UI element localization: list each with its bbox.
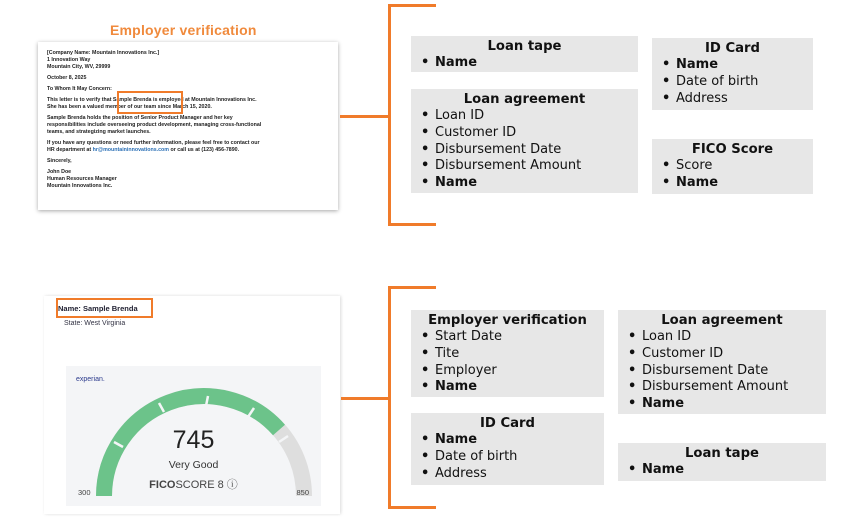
loan-tape-title: Loan tape bbox=[487, 39, 562, 54]
fico-score-title: FICO Score bbox=[691, 142, 774, 157]
connector-line bbox=[341, 397, 390, 400]
list-item: • Name bbox=[421, 55, 638, 72]
bracket-line bbox=[388, 4, 436, 7]
id-card-box bbox=[411, 413, 604, 485]
bracket-line bbox=[388, 286, 391, 509]
bracket-line bbox=[388, 223, 436, 226]
customer-state: State: West Virginia bbox=[64, 320, 126, 327]
id-card-box bbox=[652, 38, 813, 110]
list-item: • Disbursement Date bbox=[628, 363, 826, 380]
list-item: • Loan ID bbox=[628, 329, 826, 346]
list-item: • Score bbox=[662, 158, 813, 175]
loan-agreement-title: Loan agreement bbox=[661, 313, 783, 328]
list-item: • Customer ID bbox=[628, 346, 826, 363]
letter-line: Sample Brenda holds the position of Senior Product Manager and her key bbox=[47, 115, 233, 121]
list-item: • Tite bbox=[421, 346, 604, 363]
loan-agreement-title: Loan agreement bbox=[463, 92, 586, 107]
bracket-line bbox=[388, 4, 391, 226]
letter-line: 1 Innovation Way bbox=[47, 57, 91, 63]
employer-verification-box bbox=[411, 310, 604, 397]
loan-agreement-box bbox=[411, 89, 638, 193]
list-item: • Loan ID bbox=[421, 108, 638, 125]
hr-email-link[interactable]: hr@mountaininnovations.com bbox=[92, 147, 170, 153]
loan-agreement-box bbox=[618, 310, 826, 414]
employment-letter bbox=[38, 42, 338, 210]
list-item: • Name bbox=[628, 396, 826, 413]
list-item: • Date of birth bbox=[662, 74, 813, 91]
letter-line: This letter is to verify that Sample Brenda is employed at Mountain Innovations Inc. bbox=[47, 97, 257, 103]
list-item: • Disbursement Amount bbox=[421, 158, 638, 175]
name-highlight-box bbox=[117, 91, 183, 114]
list-item: • Start Date bbox=[421, 329, 604, 346]
list-item: • Disbursement Date bbox=[421, 142, 638, 159]
letter-line: If you have any questions or need further information, please feel free to contact our bbox=[47, 140, 260, 146]
fico-gauge-panel bbox=[66, 366, 321, 506]
fico-rating: Very Good bbox=[168, 459, 219, 471]
connector-line bbox=[340, 115, 390, 118]
list-item: • Disbursement Amount bbox=[628, 379, 826, 396]
letter-greeting: To Whom It May Concern: bbox=[47, 86, 112, 92]
letter-date: October 8, 2025 bbox=[47, 75, 87, 81]
loan-tape-box bbox=[618, 443, 826, 481]
list-item: • Address bbox=[421, 466, 604, 483]
letter-line: Mountain City, WV, 29999 bbox=[47, 64, 111, 70]
fico-brand: FICOSCORE 8 ⓘ bbox=[149, 479, 238, 491]
list-item: • Name bbox=[421, 175, 638, 192]
bracket-line bbox=[388, 286, 436, 289]
list-item: • Name bbox=[421, 432, 604, 449]
letter-signer: John Doe bbox=[47, 169, 72, 175]
loan-tape-title: Loan tape bbox=[685, 446, 759, 461]
letter-signer-title: Human Resources Manager bbox=[47, 176, 117, 182]
credit-report-card bbox=[44, 296, 340, 514]
letter-line: teams, and strategizing market launches. bbox=[47, 129, 151, 135]
employer-verification-title: Employer verification bbox=[110, 22, 257, 38]
bracket-line bbox=[388, 506, 436, 509]
list-item: • Employer bbox=[421, 363, 604, 380]
employer-verification-box-title: Employer verification bbox=[428, 313, 587, 328]
list-item: • Customer ID bbox=[421, 125, 638, 142]
letter-line: responsibilities include overseeing product development, managing cross-functional bbox=[47, 122, 262, 128]
id-card-title: ID Card bbox=[480, 416, 535, 431]
experian-logo: experian. bbox=[76, 376, 105, 383]
list-item: • Name bbox=[628, 462, 826, 479]
list-item: • Name bbox=[662, 175, 813, 192]
fico-score-value: 745 bbox=[172, 426, 215, 454]
letter-company: Mountain Innovations Inc. bbox=[47, 183, 113, 189]
list-item: • Date of birth bbox=[421, 449, 604, 466]
name-highlight-box bbox=[56, 298, 153, 318]
list-item: • Name bbox=[421, 379, 604, 396]
list-item: • Address bbox=[662, 91, 813, 108]
id-card-title: ID Card bbox=[705, 41, 760, 56]
customer-name: Name: Sample Brenda bbox=[58, 304, 138, 313]
letter-line: She has been a valued member of our team since March 15, 2020. bbox=[47, 104, 212, 110]
letter-line: HR department at hr@mountaininnovations.com or call us at (123) 456-7890. bbox=[47, 147, 240, 153]
gauge-min-label: 300 bbox=[78, 488, 91, 497]
letter-line: [Company Name: Mountain Innovations Inc.] bbox=[47, 50, 160, 56]
letter-signoff: Sincerely, bbox=[47, 158, 72, 164]
gauge-max-label: 850 bbox=[296, 488, 309, 497]
list-item: • Name bbox=[662, 57, 813, 74]
fico-score-box bbox=[652, 139, 813, 194]
loan-tape-box bbox=[411, 36, 638, 72]
